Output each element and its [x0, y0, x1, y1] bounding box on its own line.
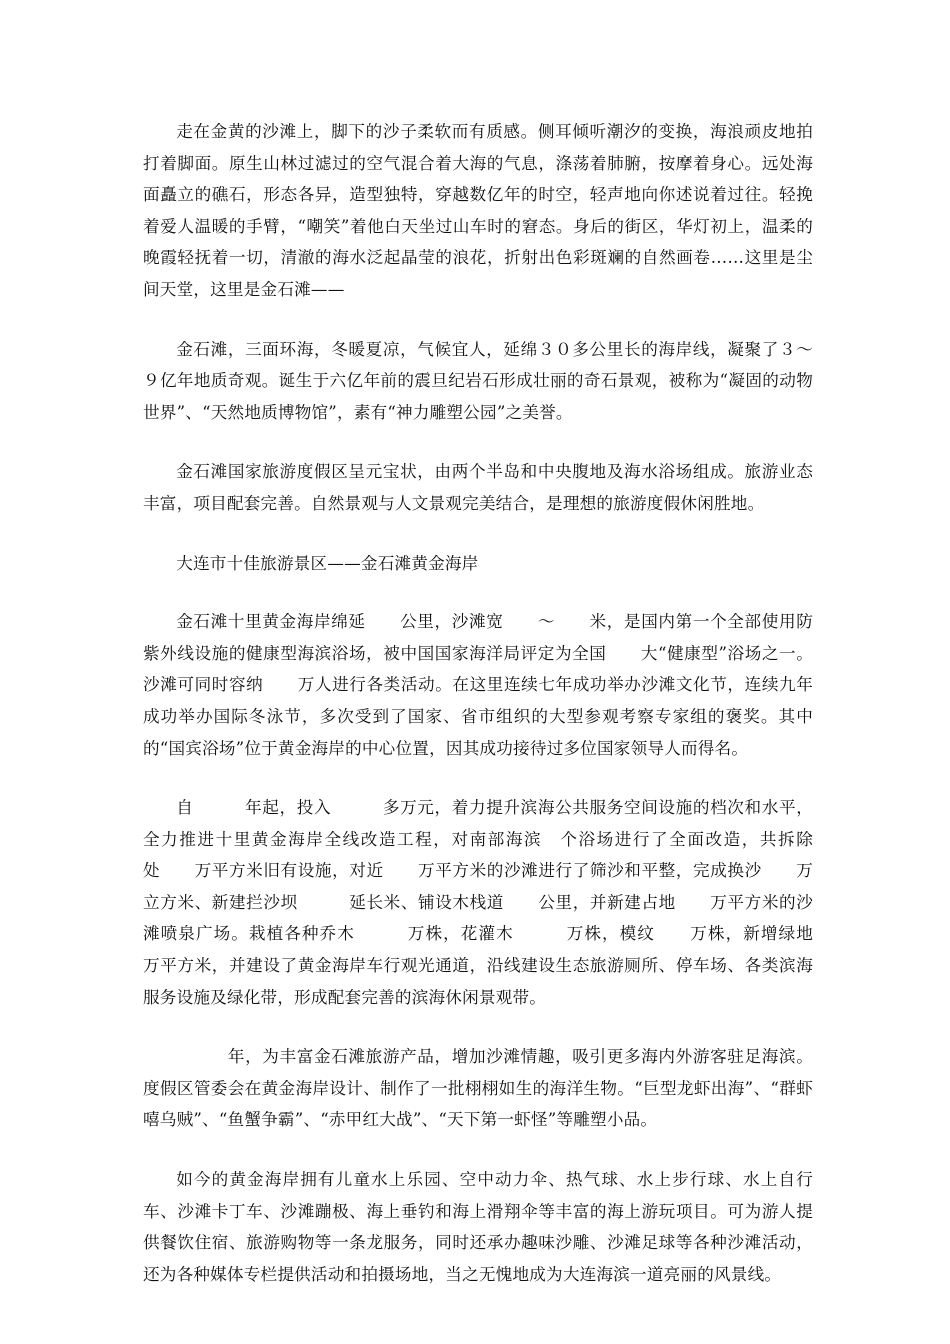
paragraph-renovation: 自 年起，投入 多万元，着力提升滨海公共服务空间设施的档次和水平，全力推进十里黄金海岸全线改造工程，对南部海滨 个浴场进行了全面改造，共拆除 处 万平方米旧有设施，对近 万平方米的沙滩进行了筛沙和平整，完成换沙 万立方米、新建拦沙坝 延长米、铺设木栈道 公里，并新建占地 万平方米的沙滩喷泉广场。栽植各种乔木 万株，花灌木 万株，模纹 万株，新增绿地 万平方米，并建设了黄金海岸车行观光通道，沿线建设生态旅游厕所、停车场、各类滨海服务设施及绿化带，形成配套完善的滨海休闲景观带。: [143, 798, 847, 1007]
paragraph-overview: 金石滩，三面环海，冬暖夏凉，气候宜人，延绵３０多公里长的海岸线，凝聚了３～９亿年地质奇观。诞生于六亿年前的震旦纪岩石形成壮丽的奇石景观，被称为“凝固的动物世界”、“天然地质博物馆”，素有“神力雕塑公园”之美誉。: [143, 339, 813, 422]
paragraph-golden-coast: 金石滩十里黄金海岸绵延 公里，沙滩宽 ～ 米，是国内第一个全部使用防紫外线设施的健康型海滨浴场，被中国国家海洋局评定为全国 大“健康型”浴场之一。沙滩可同时容纳 万人进行各类活动。在这里连续七年成功举办沙滩文化节，连续九年成功举办国际冬泳节，多次受到了国家、省市组织的大型参观考察专家组的褒奖。其中的“国宾浴场”位于黄金海岸的中心位置，因其成功接待过多位国家领导人而得名。: [143, 612, 813, 758]
paragraph-intro: 走在金黄的沙滩上，脚下的沙子柔软而有质感。侧耳倾听潮汐的变换，海浪顽皮地拍打着脚面。原生山林过滤过的空气混合着大海的气息，涤荡着肺腑，按摩着身心。远处海面矗立的礁石，形态各异，造型独特，穿越数亿年的时空，轻声地向你述说着过往。轻挽着爱人温暖的手臂，“嘲笑”着他白天坐过山车时的窘态。身后的街区，华灯初上，温柔的晚霞轻抚着一切，清澈的海水泛起晶莹的浪花，折射出色彩斑斓的自然画卷……这里是尘间天堂，这里是金石滩——: [143, 122, 813, 299]
section-heading: 大连市十佳旅游景区——金石滩黄金海岸: [176, 553, 479, 573]
document-page: [143, 116, 847, 1318]
paragraph-resort: 金石滩国家旅游度假区呈元宝状，由两个半岛和中央腹地及海水浴场组成。旅游业态丰富，项目配套完善。自然景观与人文景观完美结合，是理想的旅游度假休闲胜地。: [143, 462, 813, 513]
paragraph-activities: 如今的黄金海岸拥有儿童水上乐园、空中动力伞、热气球、水上步行球、水上自行车、沙滩卡丁车、沙滩蹦极、海上垂钓和海上滑翔伞等丰富的海上游玩项目。可为游人提供餐饮住宿、旅游购物等一条龙服务，同时还承办趣味沙雕、沙滩足球等各种沙滩活动，还为各种媒体专栏提供活动和拍摄场地，当之无愧地成为大连海滨一道亮丽的风景线。: [143, 1170, 813, 1284]
paragraph-sculptures: 年，为丰富金石滩旅游产品，增加沙滩情趣，吸引更多海内外游客驻足海滨。度假区管委会在黄金海岸设计、制作了一批栩栩如生的海洋生物。“巨型龙虾出海”、“群虾嘻乌贼”、“鱼蟹争霸”、“赤甲红大战”、“天下第一虾怪”等雕塑小品。: [143, 1047, 813, 1130]
